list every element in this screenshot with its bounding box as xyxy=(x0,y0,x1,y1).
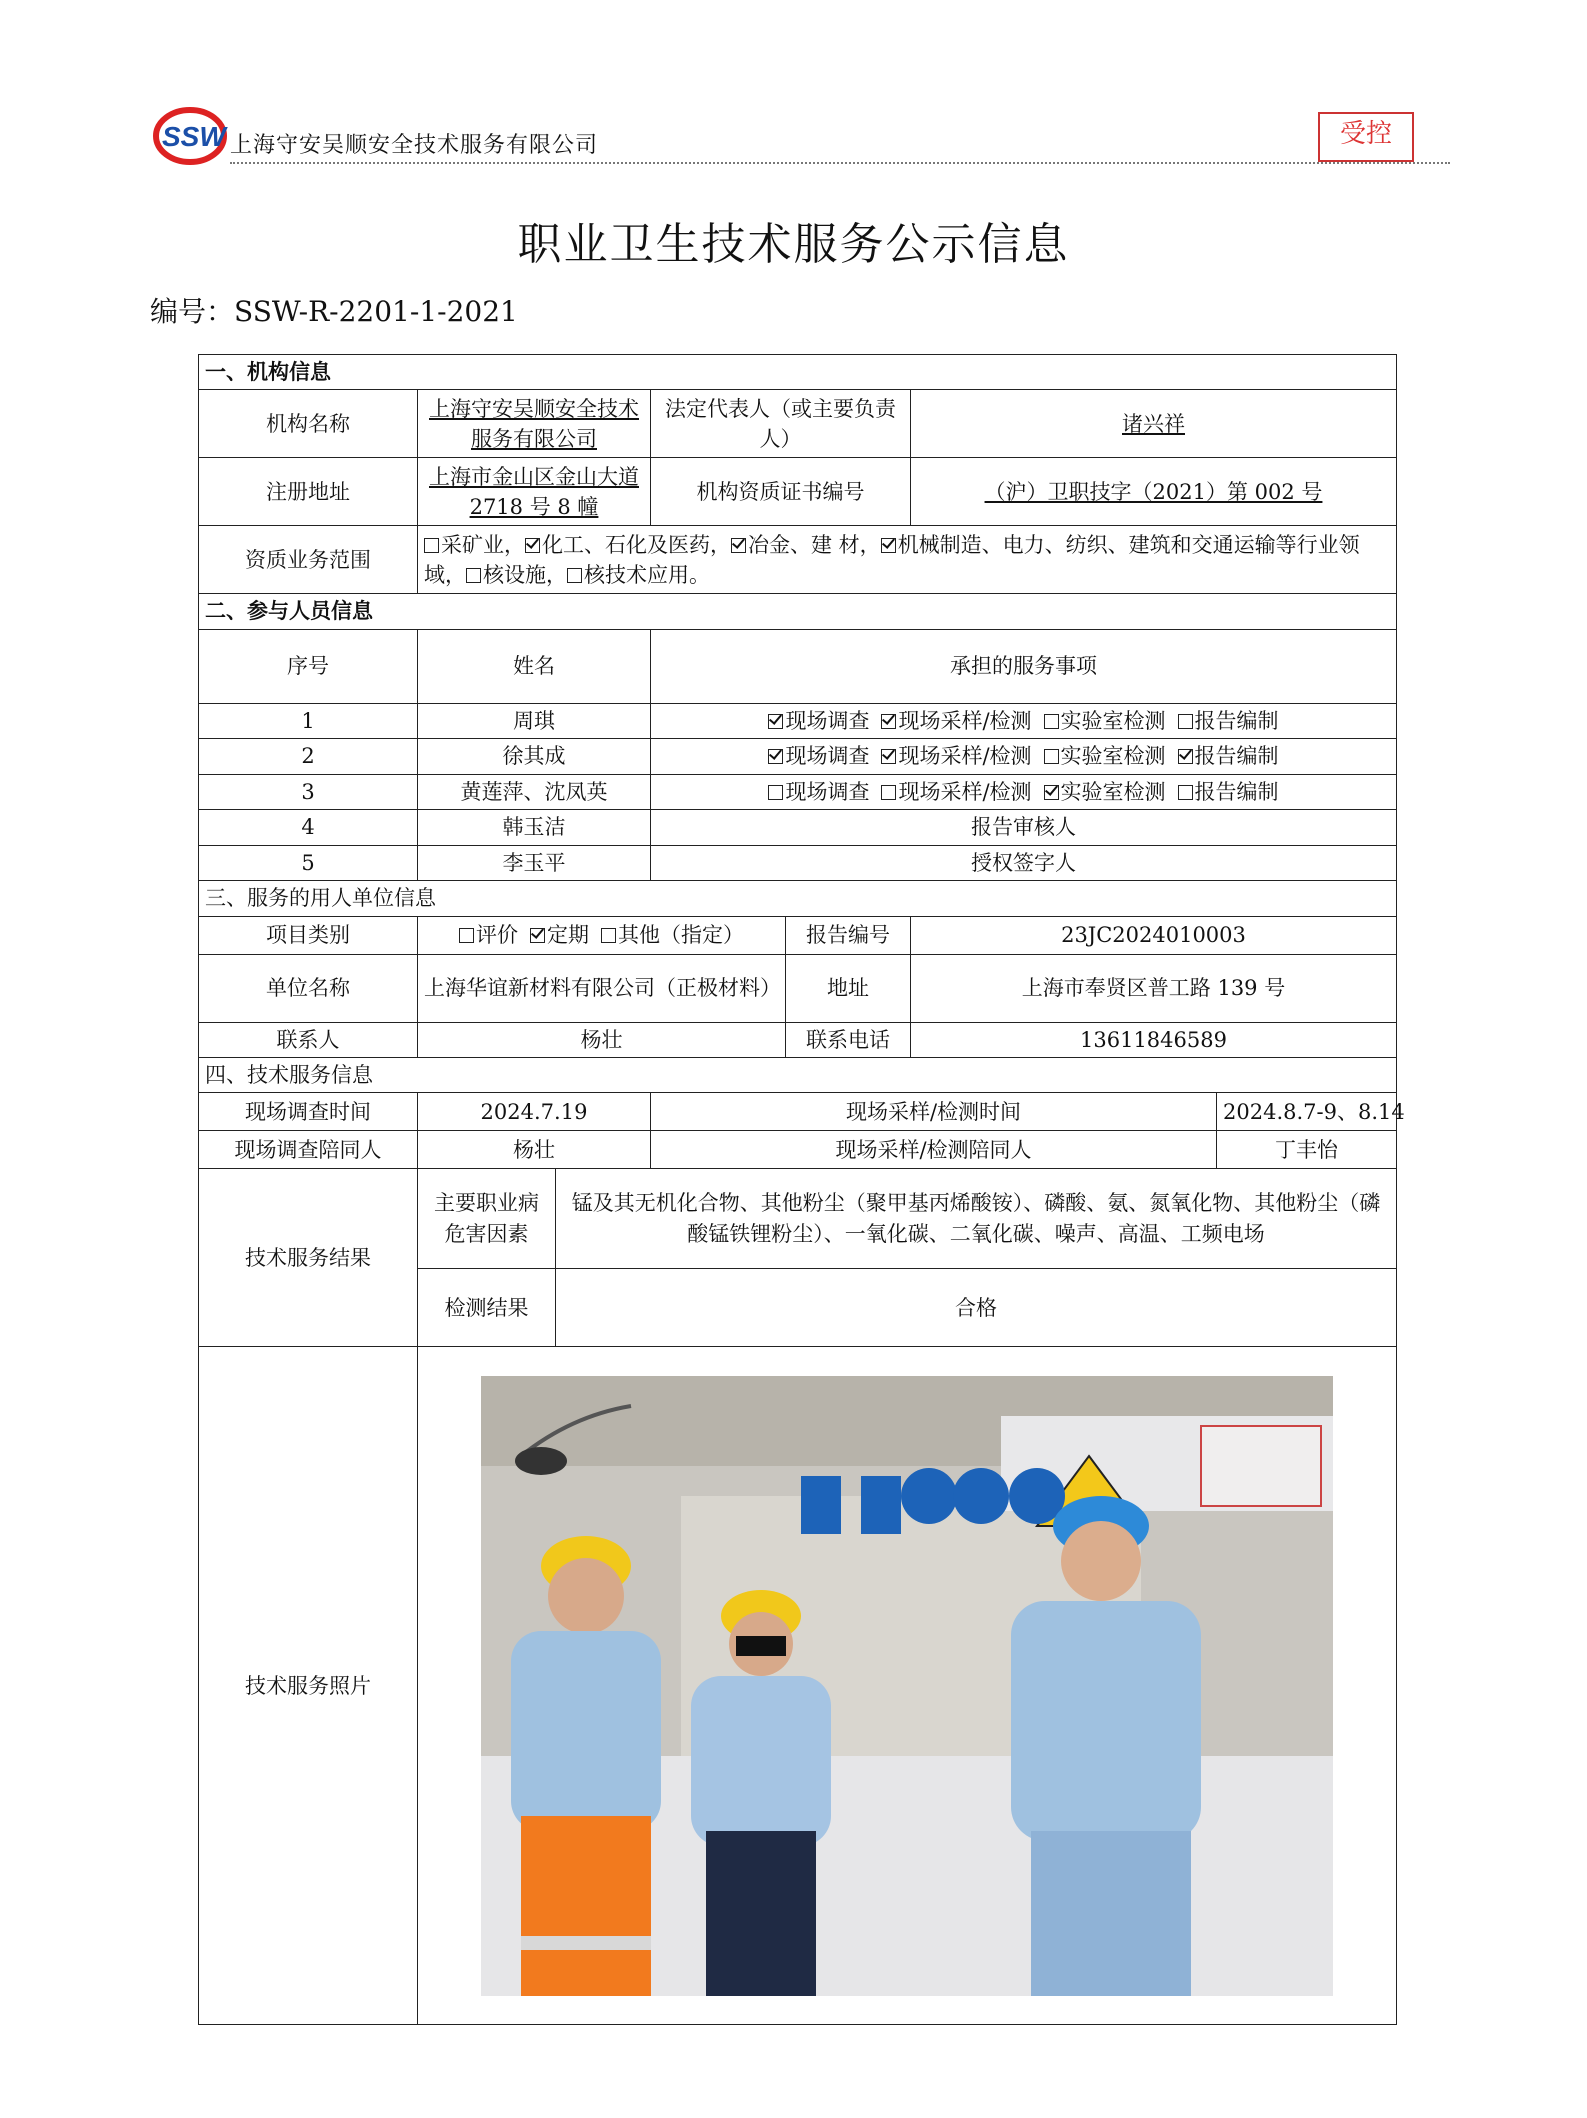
unit-name-label: 单位名称 xyxy=(199,954,418,1022)
cert-number: （沪）卫职技字（2021）第 002 号 xyxy=(911,458,1397,526)
cert-label: 机构资质证书编号 xyxy=(651,458,911,526)
checked-box-icon xyxy=(881,714,896,729)
service-item xyxy=(1044,709,1166,733)
service-item xyxy=(1178,709,1279,733)
address-label: 注册地址 xyxy=(199,458,418,526)
unchecked-box-icon xyxy=(1178,714,1193,729)
scope-list xyxy=(418,526,1397,594)
scope-item-label: 冶金、建 材， xyxy=(748,532,881,557)
scope-label: 资质业务范围 xyxy=(199,526,418,594)
org-name-label: 机构名称 xyxy=(199,390,418,458)
report-no-label: 报告编号 xyxy=(786,916,911,954)
category-item-label: 其他（指定） xyxy=(618,922,744,947)
table-row xyxy=(199,810,1397,845)
scope-item-label: 机械制造、电力、纺织、建筑和交通运输等行业领域， xyxy=(424,532,1360,587)
unchecked-box-icon xyxy=(567,568,582,583)
test-result: 合格 xyxy=(556,1269,1397,1347)
unchecked-box-icon xyxy=(466,568,481,583)
survey-time-label: 现场调查时间 xyxy=(199,1093,418,1131)
checked-box-icon xyxy=(731,538,746,553)
row-number: 5 xyxy=(199,845,418,880)
staff-name: 周琪 xyxy=(418,703,651,738)
photo-label: 技术服务照片 xyxy=(199,1347,418,2025)
table-row xyxy=(199,845,1397,880)
scope-item-label: 化工、石化及医药， xyxy=(542,532,731,557)
contact-person: 杨壮 xyxy=(418,1022,786,1057)
category-item xyxy=(459,923,518,947)
checked-box-icon xyxy=(1044,785,1059,800)
service-item-label: 现场调查 xyxy=(785,779,870,804)
service-item-label: 现场采样/检测 xyxy=(898,744,1032,769)
row-number: 2 xyxy=(199,739,418,774)
scope-item xyxy=(567,563,710,587)
unit-address-label: 地址 xyxy=(786,954,911,1022)
service-item-label: 现场采样/检测 xyxy=(898,779,1032,804)
scope-item-label: 采矿业， xyxy=(441,532,525,557)
service-item xyxy=(768,744,869,768)
unchecked-box-icon xyxy=(601,928,616,943)
hazards-label: 主要职业病危害因素 xyxy=(418,1169,556,1269)
staff-role: 授权签字人 xyxy=(651,845,1397,880)
document-number: 编号：SSW-R-2201-1-2021 xyxy=(150,295,518,328)
unit-name: 上海华谊新材料有限公司（正极材料） xyxy=(418,954,786,1022)
service-item xyxy=(1178,780,1279,804)
staff-name: 黄莲萍、沈凤英 xyxy=(418,774,651,809)
service-item xyxy=(768,709,869,733)
row-number: 3 xyxy=(199,774,418,809)
legal-rep-label: 法定代表人（或主要负责人） xyxy=(651,390,911,458)
service-item xyxy=(768,780,869,804)
service-checks xyxy=(651,774,1397,809)
checked-box-icon xyxy=(881,538,896,553)
unchecked-box-icon xyxy=(1044,749,1059,764)
scope-item-label: 核设施， xyxy=(483,562,567,587)
scope-item-label: 核技术应用。 xyxy=(584,562,710,587)
org-name: 上海守安吴顺安全技术服务有限公司 xyxy=(418,390,651,458)
service-photo xyxy=(481,1376,1333,1996)
company-name: 上海守安吴顺安全技术服务有限公司 xyxy=(230,133,599,158)
staff-name: 徐其成 xyxy=(418,739,651,774)
sampling-escort-label: 现场采样/检测陪同人 xyxy=(651,1131,1217,1169)
survey-escort-label: 现场调查陪同人 xyxy=(199,1131,418,1169)
unchecked-box-icon xyxy=(1044,714,1059,729)
service-item xyxy=(881,709,1031,733)
service-checks xyxy=(651,703,1397,738)
service-item xyxy=(1044,744,1166,768)
service-item-label: 现场调查 xyxy=(785,708,870,733)
controlled-stamp: 受控 xyxy=(1318,112,1414,162)
ssw-logo xyxy=(150,96,230,168)
service-item xyxy=(881,744,1031,768)
service-item-label: 实验室检测 xyxy=(1060,708,1166,733)
col-number: 序号 xyxy=(199,629,418,703)
contact-phone: 13611846589 xyxy=(911,1022,1397,1057)
report-number: 23JC2024010003 xyxy=(911,916,1397,954)
test-result-label: 检测结果 xyxy=(418,1269,556,1347)
staff-role: 报告审核人 xyxy=(651,810,1397,845)
scope-item xyxy=(424,533,525,557)
hazard-factors: 锰及其无机化合物、其他粉尘（聚甲基丙烯酸铵）、磷酸、氨、氮氧化物、其他粉尘（磷酸锰铁锂粉尘）、一氧化碳、二氧化碳、噪声、高温、工频电场 xyxy=(556,1169,1397,1269)
checked-box-icon xyxy=(525,538,540,553)
table-row xyxy=(199,703,1397,738)
phone-label: 联系电话 xyxy=(786,1022,911,1057)
service-item xyxy=(1044,780,1166,804)
row-number: 4 xyxy=(199,810,418,845)
col-service-items: 承担的服务事项 xyxy=(651,629,1397,703)
scope-item xyxy=(466,563,567,587)
checked-box-icon xyxy=(768,749,783,764)
sampling-time: 2024.8.7-9、8.14 xyxy=(1217,1093,1397,1131)
svg-text:SSW: SSW xyxy=(162,121,226,152)
legal-rep: 诸兴祥 xyxy=(911,390,1397,458)
service-item-label: 报告编制 xyxy=(1194,779,1279,804)
unchecked-box-icon xyxy=(424,538,439,553)
checked-box-icon xyxy=(881,749,896,764)
category-item-label: 定期 xyxy=(547,922,589,947)
unchecked-box-icon xyxy=(881,785,896,800)
info-table xyxy=(198,354,1405,2025)
row-number: 1 xyxy=(199,703,418,738)
unit-address: 上海市奉贤区普工路 139 号 xyxy=(911,954,1397,1022)
service-item-label: 实验室检测 xyxy=(1060,779,1166,804)
page-header xyxy=(150,96,1450,168)
checked-box-icon xyxy=(768,714,783,729)
result-label: 技术服务结果 xyxy=(199,1169,418,1347)
section-1-heading: 一、机构信息 xyxy=(199,355,1397,390)
service-item xyxy=(1178,744,1279,768)
unchecked-box-icon xyxy=(1178,785,1193,800)
registered-address: 上海市金山区金山大道 2718 号 8 幢 xyxy=(418,458,651,526)
category-item xyxy=(530,923,589,947)
survey-time: 2024.7.19 xyxy=(418,1093,651,1131)
section-3-heading: 三、服务的用人单位信息 xyxy=(199,881,1397,916)
photo-cell xyxy=(418,1347,1397,2025)
category-item-label: 评价 xyxy=(476,922,518,947)
checked-box-icon xyxy=(1178,749,1193,764)
service-item-label: 现场调查 xyxy=(785,744,870,769)
unchecked-box-icon xyxy=(768,785,783,800)
staff-name: 韩玉洁 xyxy=(418,810,651,845)
sampling-time-label: 现场采样/检测时间 xyxy=(651,1093,1217,1131)
scope-item xyxy=(731,533,881,557)
service-item-label: 报告编制 xyxy=(1194,744,1279,769)
survey-escort: 杨壮 xyxy=(418,1131,651,1169)
scope-item xyxy=(525,533,731,557)
service-checks xyxy=(651,739,1397,774)
page-title: 职业卫生技术服务公示信息 xyxy=(517,219,1070,270)
category-item xyxy=(601,923,744,947)
table-row xyxy=(199,739,1397,774)
staff-name: 李玉平 xyxy=(418,845,651,880)
contact-label: 联系人 xyxy=(199,1022,418,1057)
table-row xyxy=(199,774,1397,809)
section-4-heading: 四、技术服务信息 xyxy=(199,1057,1397,1092)
category-checks xyxy=(418,916,786,954)
col-name: 姓名 xyxy=(418,629,651,703)
service-item-label: 报告编制 xyxy=(1194,708,1279,733)
service-item xyxy=(881,780,1031,804)
section-2-heading: 二、参与人员信息 xyxy=(199,594,1397,629)
sampling-escort: 丁丰怡 xyxy=(1217,1131,1397,1169)
header-divider xyxy=(230,162,1450,164)
checked-box-icon xyxy=(530,928,545,943)
category-label: 项目类别 xyxy=(199,916,418,954)
service-item-label: 现场采样/检测 xyxy=(898,708,1032,733)
service-item-label: 实验室检测 xyxy=(1060,744,1166,769)
unchecked-box-icon xyxy=(459,928,474,943)
